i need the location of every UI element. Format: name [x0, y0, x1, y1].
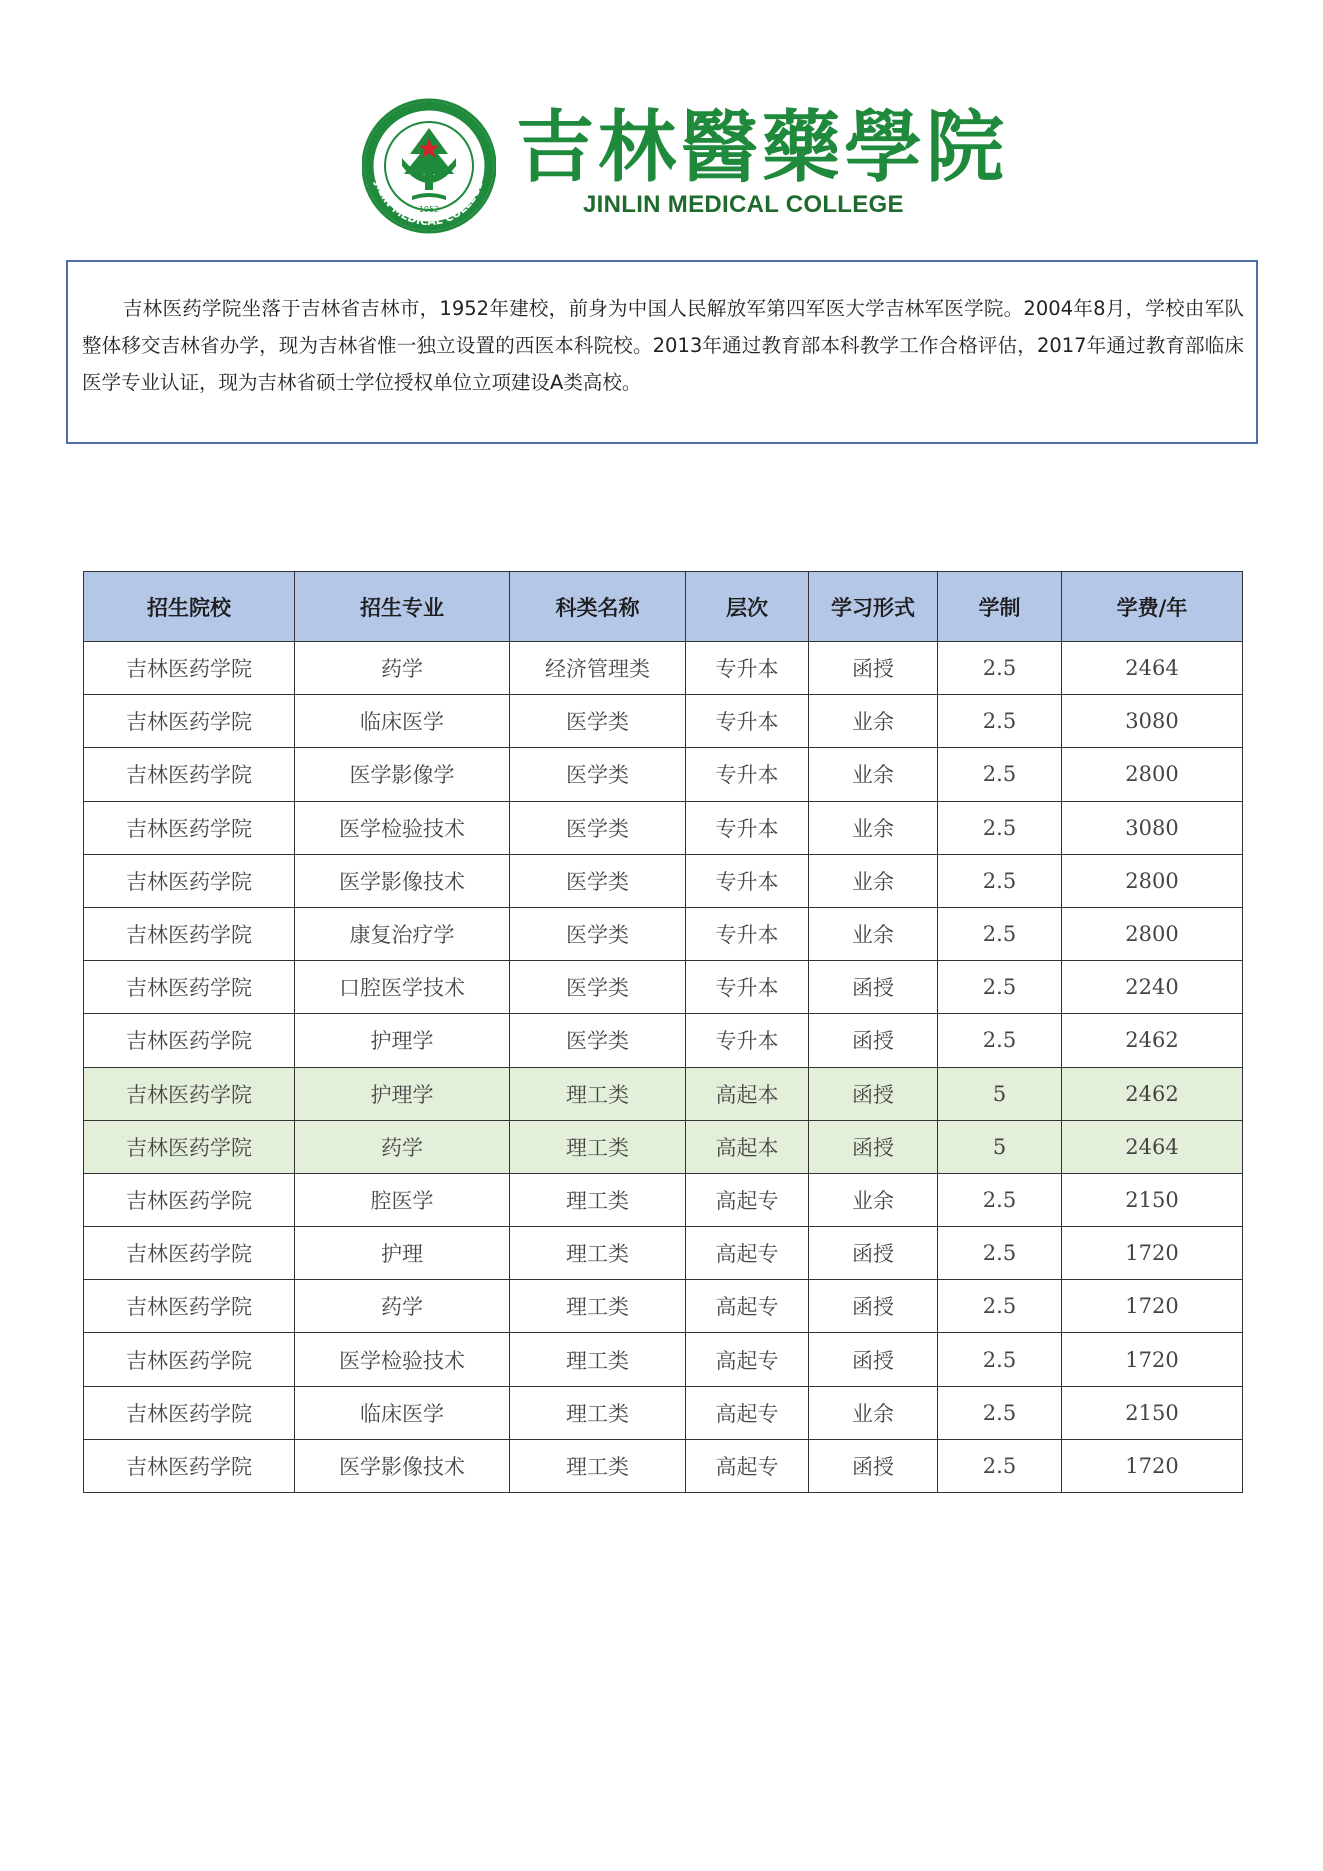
cell-tuition: 2150 — [1062, 1386, 1243, 1439]
cell-level: 专升本 — [686, 961, 809, 1014]
header-level: 层次 — [686, 572, 809, 642]
cell-level: 高起专 — [686, 1227, 809, 1280]
table-row — [84, 748, 1243, 801]
cell-duration: 2.5 — [938, 907, 1062, 960]
college-name-cn: 吉林醫藥學院 — [516, 102, 1009, 193]
table-row — [84, 642, 1243, 695]
cell-duration: 2.5 — [938, 961, 1062, 1014]
cell-level: 专升本 — [686, 907, 809, 960]
cell-major: 护理学 — [295, 1067, 510, 1120]
cell-duration: 2.5 — [938, 854, 1062, 907]
cell-category: 理工类 — [510, 1173, 686, 1226]
cell-level: 专升本 — [686, 1014, 809, 1067]
cell-duration: 2.5 — [938, 1014, 1062, 1067]
cell-duration: 5 — [938, 1067, 1062, 1120]
table-header-row — [84, 572, 1243, 642]
cell-category: 理工类 — [510, 1120, 686, 1173]
emblem-ring-text: JILIN MEDICAL COLLEGE — [372, 179, 486, 229]
cell-school: 吉林医药学院 — [84, 1439, 295, 1492]
cell-category: 医学类 — [510, 695, 686, 748]
cell-study-mode: 业余 — [809, 907, 938, 960]
cell-study-mode: 函授 — [809, 1280, 938, 1333]
cell-level: 专升本 — [686, 801, 809, 854]
cell-major: 护理 — [295, 1227, 510, 1280]
header-category: 科类名称 — [510, 572, 686, 642]
intro-box — [66, 260, 1258, 444]
cell-school: 吉林医药学院 — [84, 1014, 295, 1067]
cell-study-mode: 函授 — [809, 1120, 938, 1173]
cell-level: 高起本 — [686, 1120, 809, 1173]
table-row — [84, 1439, 1243, 1492]
cell-school: 吉林医药学院 — [84, 1120, 295, 1173]
cell-duration: 2.5 — [938, 1227, 1062, 1280]
cell-school: 吉林医药学院 — [84, 907, 295, 960]
cell-study-mode: 业余 — [809, 748, 938, 801]
cell-major: 医学检验技术 — [295, 1333, 510, 1386]
table-row — [84, 1280, 1243, 1333]
page-header — [0, 0, 1323, 250]
cell-school: 吉林医药学院 — [84, 1280, 295, 1333]
cell-tuition: 1720 — [1062, 1333, 1243, 1386]
cell-major: 医学影像技术 — [295, 854, 510, 907]
cell-tuition: 3080 — [1062, 801, 1243, 854]
table-row — [84, 1014, 1243, 1067]
table-row — [84, 1227, 1243, 1280]
cell-duration: 2.5 — [938, 1333, 1062, 1386]
table-row — [84, 1173, 1243, 1226]
cell-school: 吉林医药学院 — [84, 748, 295, 801]
cell-school: 吉林医药学院 — [84, 1227, 295, 1280]
tuition-table — [83, 571, 1243, 1493]
cell-category: 理工类 — [510, 1386, 686, 1439]
cell-study-mode: 函授 — [809, 1067, 938, 1120]
cell-school: 吉林医药学院 — [84, 961, 295, 1014]
cell-study-mode: 函授 — [809, 1227, 938, 1280]
cell-study-mode: 业余 — [809, 854, 938, 907]
cell-duration: 2.5 — [938, 642, 1062, 695]
cell-duration: 2.5 — [938, 1280, 1062, 1333]
table-row — [84, 1120, 1243, 1173]
cell-category: 理工类 — [510, 1280, 686, 1333]
cell-tuition: 1720 — [1062, 1280, 1243, 1333]
cell-duration: 2.5 — [938, 1386, 1062, 1439]
table-row — [84, 961, 1243, 1014]
cell-study-mode: 函授 — [809, 1014, 938, 1067]
cell-tuition: 2240 — [1062, 961, 1243, 1014]
cell-category: 医学类 — [510, 1014, 686, 1067]
header-school: 招生院校 — [84, 572, 295, 642]
cell-tuition: 2464 — [1062, 642, 1243, 695]
header-study-mode: 学习形式 — [809, 572, 938, 642]
cell-study-mode: 函授 — [809, 1439, 938, 1492]
cell-tuition: 1720 — [1062, 1227, 1243, 1280]
emblem-year: 1952 — [418, 205, 440, 214]
cell-category: 医学类 — [510, 801, 686, 854]
cell-major: 护理学 — [295, 1014, 510, 1067]
cell-school: 吉林医药学院 — [84, 1386, 295, 1439]
cell-study-mode: 函授 — [809, 1333, 938, 1386]
cell-tuition: 3080 — [1062, 695, 1243, 748]
cell-duration: 2.5 — [938, 1439, 1062, 1492]
cell-study-mode: 业余 — [809, 801, 938, 854]
cell-level: 高起专 — [686, 1173, 809, 1226]
cell-major: 药学 — [295, 1120, 510, 1173]
table-row — [84, 1067, 1243, 1120]
cell-major: 临床医学 — [295, 1386, 510, 1439]
cell-level: 高起专 — [686, 1439, 809, 1492]
cell-level: 高起专 — [686, 1280, 809, 1333]
cell-major: 药学 — [295, 1280, 510, 1333]
cell-study-mode: 业余 — [809, 695, 938, 748]
cell-school: 吉林医药学院 — [84, 642, 295, 695]
cell-major: 医学检验技术 — [295, 801, 510, 854]
header-major: 招生专业 — [295, 572, 510, 642]
cell-duration: 2.5 — [938, 1173, 1062, 1226]
cell-level: 高起本 — [686, 1067, 809, 1120]
cell-level: 专升本 — [686, 642, 809, 695]
cell-major: 腔医学 — [295, 1173, 510, 1226]
cell-duration: 2.5 — [938, 695, 1062, 748]
cell-category: 经济管理类 — [510, 642, 686, 695]
cell-school: 吉林医药学院 — [84, 1333, 295, 1386]
cell-category: 医学类 — [510, 748, 686, 801]
cell-major: 医学影像技术 — [295, 1439, 510, 1492]
cell-category: 理工类 — [510, 1227, 686, 1280]
cell-duration: 5 — [938, 1120, 1062, 1173]
cell-level: 高起专 — [686, 1333, 809, 1386]
intro-text: 吉林医药学院坐落于吉林省吉林市，1952年建校，前身为中国人民解放军第四军医大学吉林军医学院。2004年8月，学校由军队整体移交吉林省办学，现为吉林省惟一独立设置的西医本科院校。2013年通过教育部本科教学工作合格评估，2017年通过教育部临床医学专业认证，现为吉林省硕士学位授权单位立项建设A类高校。 — [82, 297, 1244, 394]
cell-tuition: 2150 — [1062, 1173, 1243, 1226]
cell-level: 专升本 — [686, 854, 809, 907]
cell-category: 理工类 — [510, 1333, 686, 1386]
cell-school: 吉林医药学院 — [84, 1173, 295, 1226]
table-row — [84, 854, 1243, 907]
college-emblem — [362, 96, 496, 236]
cell-category: 理工类 — [510, 1067, 686, 1120]
cell-tuition: 2800 — [1062, 907, 1243, 960]
cell-study-mode: 业余 — [809, 1386, 938, 1439]
cell-category: 医学类 — [510, 854, 686, 907]
cell-tuition: 2800 — [1062, 748, 1243, 801]
cell-major: 康复治疗学 — [295, 907, 510, 960]
cell-category: 医学类 — [510, 907, 686, 960]
cell-major: 医学影像学 — [295, 748, 510, 801]
cell-level: 高起专 — [686, 1386, 809, 1439]
cell-duration: 2.5 — [938, 801, 1062, 854]
cell-category: 理工类 — [510, 1439, 686, 1492]
header-duration: 学制 — [938, 572, 1062, 642]
cell-tuition: 2464 — [1062, 1120, 1243, 1173]
table-row — [84, 1386, 1243, 1439]
cell-tuition: 2462 — [1062, 1014, 1243, 1067]
cell-school: 吉林医药学院 — [84, 695, 295, 748]
table-row — [84, 695, 1243, 748]
table-row — [84, 801, 1243, 854]
cell-major: 口腔医学技术 — [295, 961, 510, 1014]
cell-school: 吉林医药学院 — [84, 1067, 295, 1120]
cell-school: 吉林医药学院 — [84, 854, 295, 907]
cell-study-mode: 函授 — [809, 961, 938, 1014]
cell-school: 吉林医药学院 — [84, 801, 295, 854]
cell-duration: 2.5 — [938, 748, 1062, 801]
header-tuition: 学费/年 — [1062, 572, 1243, 642]
cell-study-mode: 函授 — [809, 642, 938, 695]
table-body — [84, 642, 1243, 1493]
cell-tuition: 1720 — [1062, 1439, 1243, 1492]
cell-level: 专升本 — [686, 695, 809, 748]
table-row — [84, 907, 1243, 960]
cell-tuition: 2462 — [1062, 1067, 1243, 1120]
table-row — [84, 1333, 1243, 1386]
cell-study-mode: 业余 — [809, 1173, 938, 1226]
cell-level: 专升本 — [686, 748, 809, 801]
cell-major: 药学 — [295, 642, 510, 695]
cell-major: 临床医学 — [295, 695, 510, 748]
cell-category: 医学类 — [510, 961, 686, 1014]
cell-tuition: 2800 — [1062, 854, 1243, 907]
college-name-en: JINLIN MEDICAL COLLEGE — [583, 191, 904, 218]
